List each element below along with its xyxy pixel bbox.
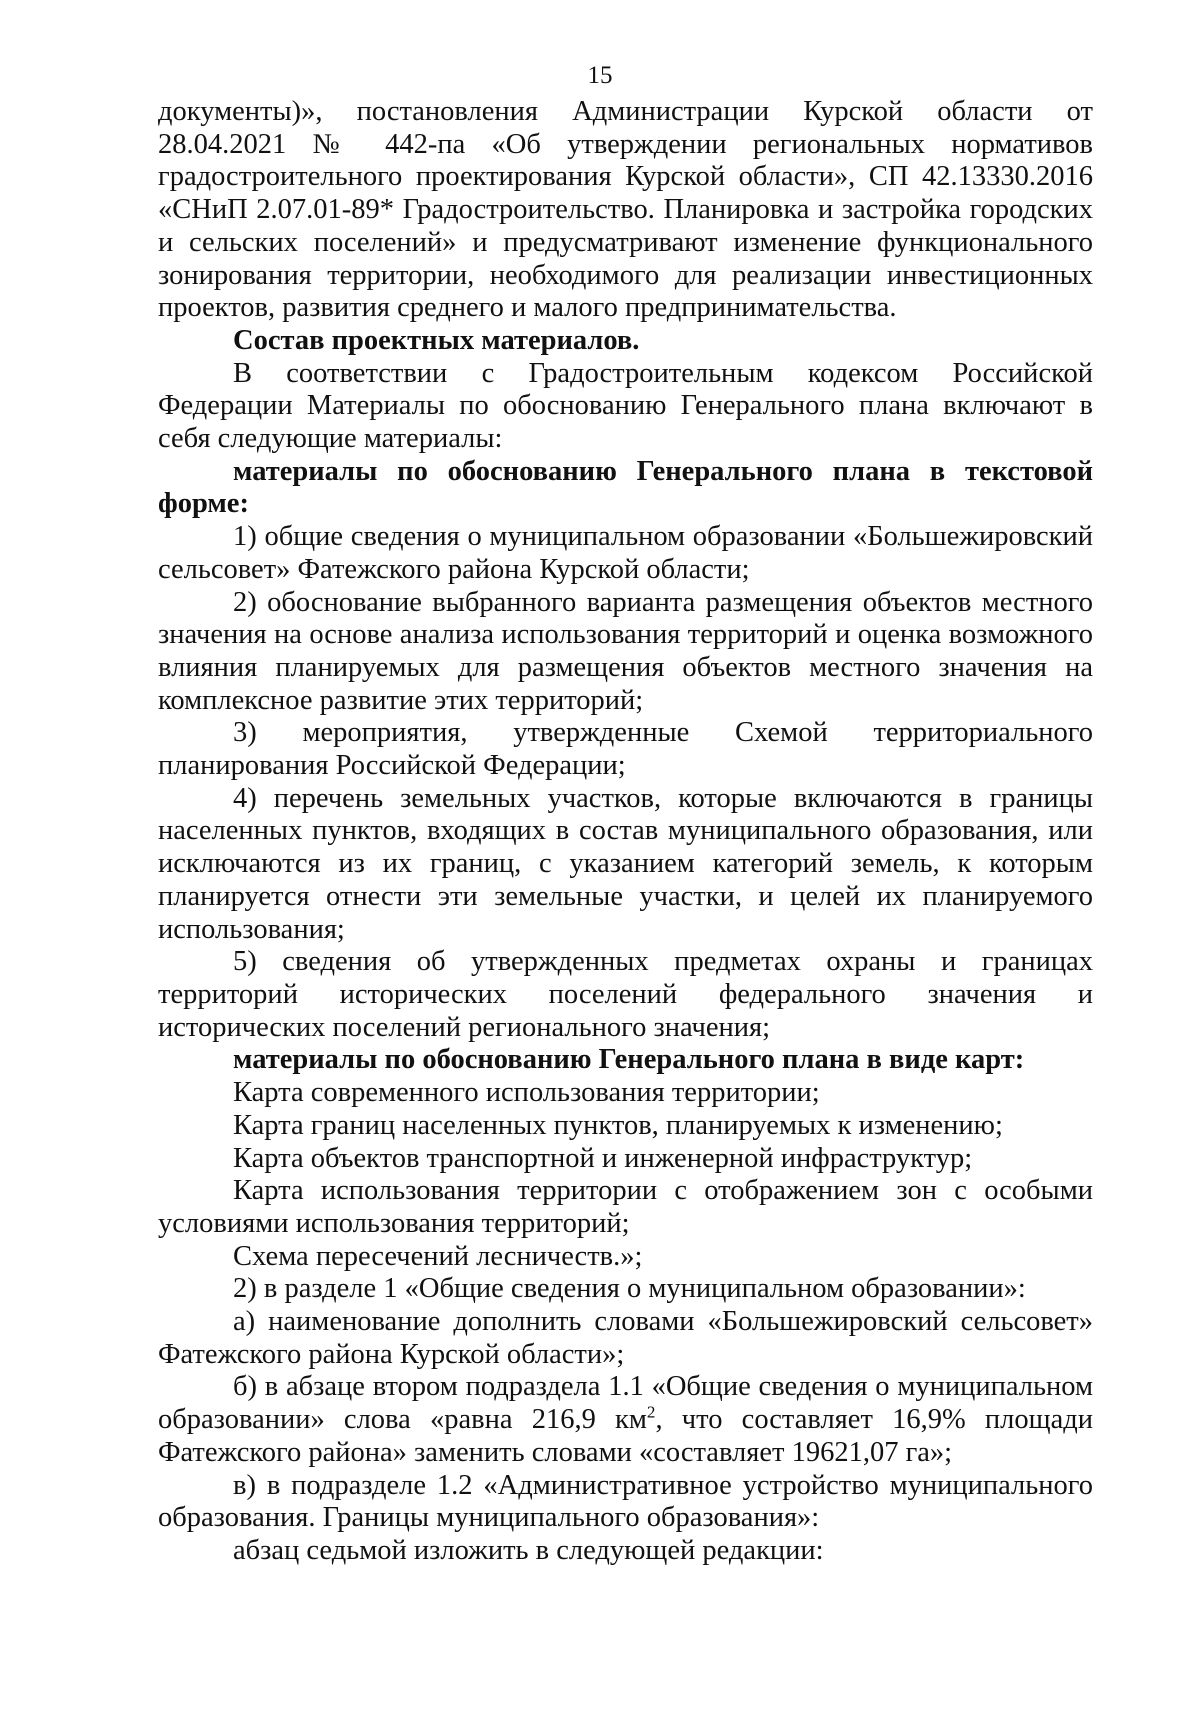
heading-text-materials: материалы по обоснованию Генерального плана в текстовой форме: bbox=[158, 455, 1093, 520]
section-change-b-text-1: б) в абзаце втором подраздела 1.1 «Общие сведения о муниципальном образовании» слова «равна 216,9 км bbox=[158, 1371, 1093, 1436]
map-item-4: Карта использования территории с отображением зон с особыми условиями использования территорий; bbox=[158, 1175, 1093, 1239]
map-item-3: Карта объектов транспортной и инженерной инфраструктур; bbox=[233, 1142, 973, 1174]
list-item-2: 2) обоснование выбранного варианта размещения объектов местного значения на основе анализа использования территорий и оценка возможного влияния планируемых для размещения объектов местного значения на комплексное развитие этих территорий; bbox=[158, 586, 1093, 716]
list-item-3: 3) мероприятия, утвержденные Схемой территориального планирования Российской Федерации; bbox=[158, 717, 1093, 782]
section-change-b-text-2: , что составляет 16,9% площади Фатежского района» заменить словами «составляет 19621,07 га»; bbox=[158, 1404, 1093, 1468]
section-change-2: 2) в разделе 1 «Общие сведения о муниципальном образовании»: bbox=[233, 1273, 1026, 1305]
paragraph-intro: документы)», постановления Администрации Курской области от 28.04.2021 № 442-па «Об утверждении региональных нормативов градостроительного проектирования Курской области», СП 42.13330.2016 «СНиП 2.07.01-89* Градостроительство. Планировка и застройка городских и сельских поселений» и предусматривают изменение функционального зонирования территории, необходимого для реализации инвестиционных проектов, развития среднего и малого предпринимательства. bbox=[158, 96, 1093, 324]
map-item-1: Карта современного использования территории; bbox=[233, 1077, 820, 1109]
list-item-1: 1) общие сведения о муниципальном образовании «Большежировский сельсовет» Фатежского района Курской области; bbox=[158, 521, 1093, 585]
list-item-4: 4) перечень земельных участков, которые включаются в границы населенных пунктов, входящих в состав муниципального образования, или исключаются из их границ, с указанием категорий земель, к которым планируется отнести эти земельные участки, и целей их планируемого использования; bbox=[158, 782, 1093, 945]
map-item-5: Схема пересечений лесничеств.»; bbox=[233, 1240, 643, 1272]
section-change-last: абзац седьмой изложить в следующей редакции: bbox=[233, 1534, 824, 1566]
heading-project-materials: Состав проектных материалов. bbox=[233, 324, 640, 356]
section-change-b bbox=[158, 1371, 1093, 1469]
paragraph-gradcode: В соответствии с Градостроительным кодексом Российской Федерации Материалы по обоснованию Генерального плана включают в себя следующие материалы: bbox=[158, 357, 1093, 455]
superscript-2: 2 bbox=[646, 1402, 656, 1422]
heading-map-materials: материалы по обоснованию Генерального плана в виде карт: bbox=[233, 1044, 1025, 1076]
list-item-5: 5) сведения об утвержденных предметах охраны и границах территорий исторических поселений федерального значения и исторических поселений регионального значения; bbox=[158, 946, 1093, 1043]
map-item-2: Карта границ населенных пунктов, планируемых к изменению; bbox=[233, 1109, 1003, 1141]
page-number: 15 bbox=[587, 62, 613, 89]
document-body bbox=[158, 96, 1093, 1568]
section-change-a: а) наименование дополнить словами «Большежировский сельсовет» Фатежского района Курской области»; bbox=[158, 1306, 1093, 1370]
section-change-v: в) в подразделе 1.2 «Административное устройство муниципального образования. Границы муниципального образования»: bbox=[158, 1469, 1093, 1534]
